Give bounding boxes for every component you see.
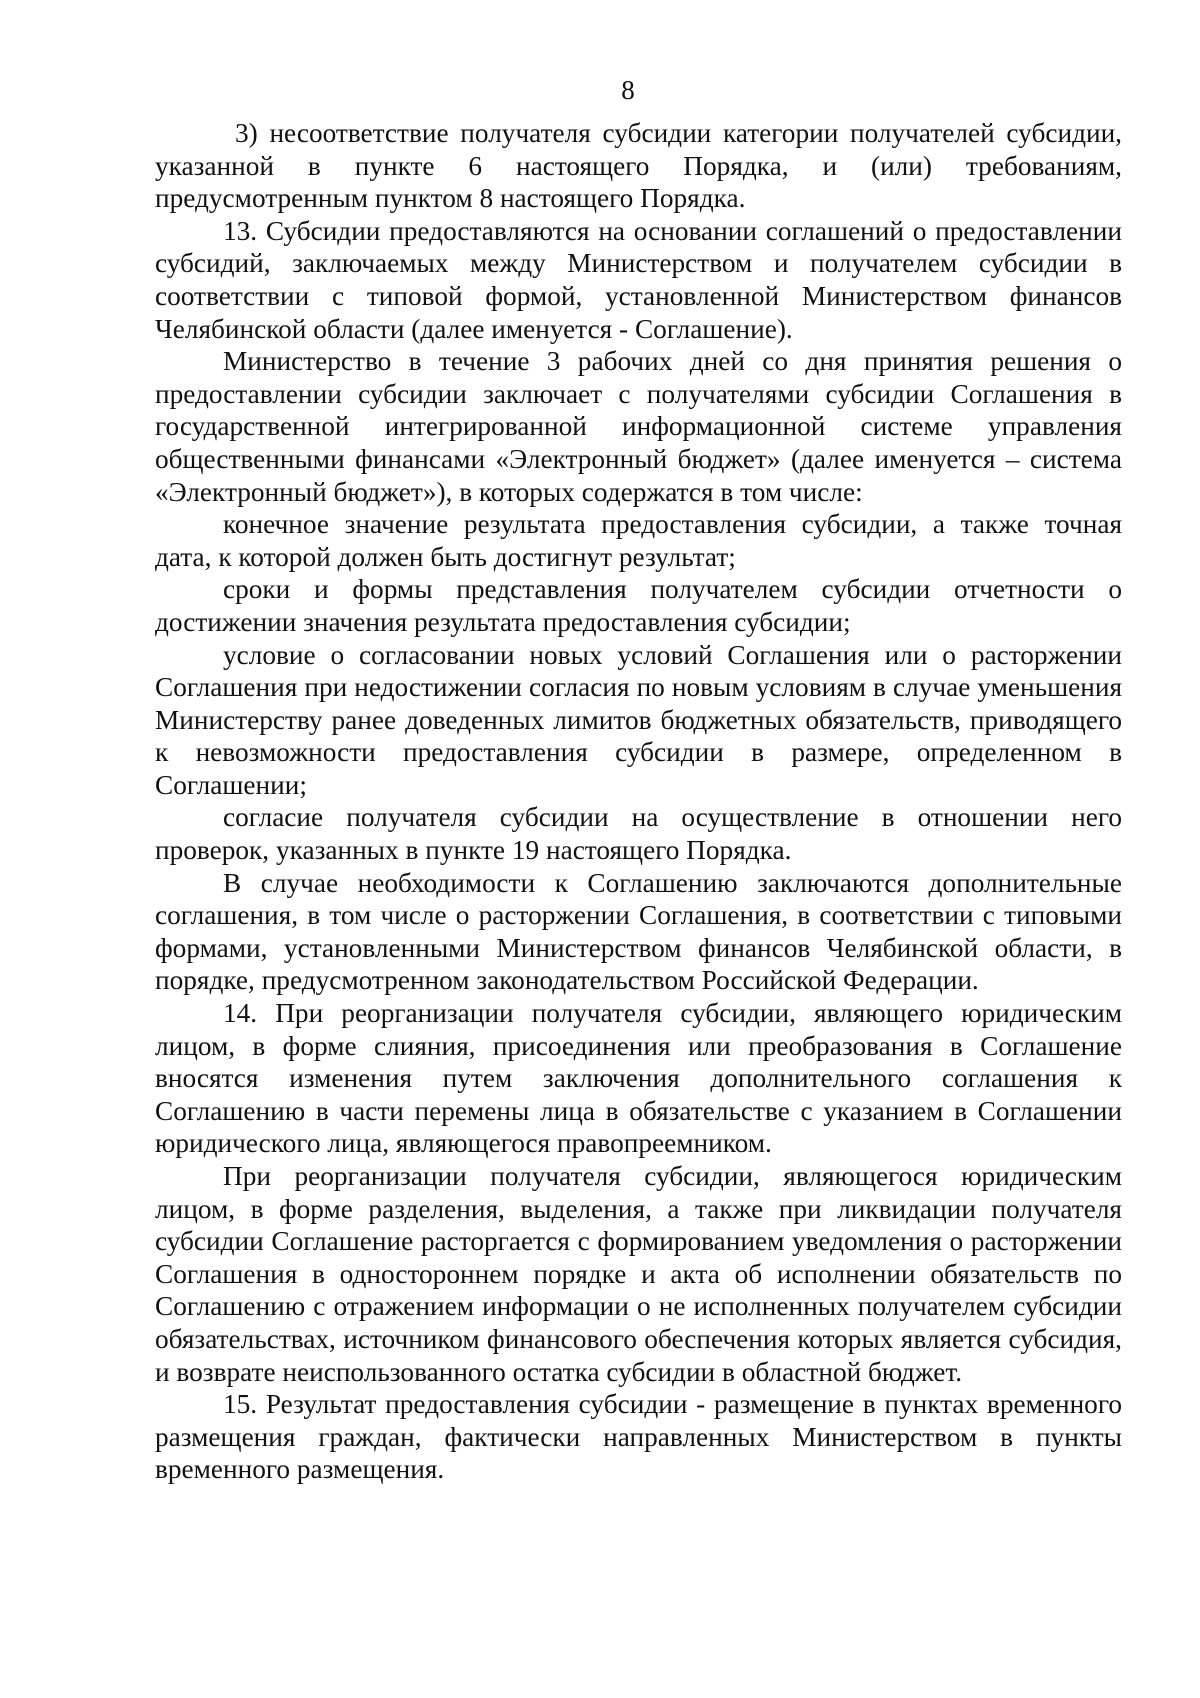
paragraph-clause-15: 15. Результат предоставления субсидии - размещение в пунктах временного размещения граждан, фактически направленных Министерством в пункты временного размещения. <box>155 1389 1122 1485</box>
page-number: 8 <box>621 75 635 105</box>
paragraph-clause-14: 14. При реорганизации получателя субсидии, являющего юридическим лицом, в форме слияния, присоединения или преобразования в Соглашение вносятся изменения путем заключения дополнительного соглашения к Соглашению в части перемены лица в обязательстве с указанием в Соглашении юридического лица, являющегося правопреемником. <box>155 998 1122 1159</box>
document-body <box>155 117 1122 1486</box>
paragraph-additional-agreements: В случае необходимости к Соглашению заключаются дополнительные соглашения, в том числе о расторжении Соглашения, в соответствии с типовыми формами, установленными Министерством финансов Челябинской области, в порядке, предусмотренном законодательством Российской Федерации. <box>155 867 1122 996</box>
paragraph-clause-13: 13. Субсидии предоставляются на основании соглашений о предоставлении субсидий, заключаемых между Министерством и получателем субсидии в соответствии с типовой формой, установленной Министерством финансов Челябинской области (далее именуется - Соглашение). <box>155 215 1122 344</box>
paragraph-new-conditions: условие о согласовании новых условий Соглашения или о расторжении Соглашения при недостижении согласия по новым условиям в случае уменьшения Министерству ранее доведенных лимитов бюджетных обязательств, приводящего к невозможности предоставления субсидии в размере, определенном в Соглашении; <box>155 639 1122 800</box>
paragraph-reporting-terms: сроки и формы представления получателем субсидии отчетности о достижении значения результата предоставления субсидии; <box>155 574 1122 637</box>
paragraph-inspection-consent: согласие получателя субсидии на осуществление в отношении него проверок, указанных в пункте 19 настоящего Порядка. <box>155 802 1122 866</box>
paragraph-final-value: конечное значение результата предоставления субсидии, а также точная дата, к которой должен быть достигнут результат; <box>155 509 1122 572</box>
paragraph-reorganization-termination: При реорганизации получателя субсидии, являющегося юридическим лицом, в форме разделения, выделения, а также при ликвидации получателя субсидии Соглашение расторгается с формированием уведомления о расторжении Соглашения в одностороннем порядке и акта об исполнении обязательств по Соглашению с отражением информации о не исполненных получателем субсидии обязательствах, источником финансового обеспечения которых является субсидия, и возврате неиспользованного остатка субсидии в областной бюджет. <box>155 1161 1122 1387</box>
paragraph-item-3: 3) несоответствие получателя субсидии категории получателей субсидии, указанной в пункте 6 настоящего Порядка, и (или) требованиям, предусмотренным пунктом 8 настоящего Порядка. <box>155 118 1122 214</box>
paragraph-ministry-agreement: Министерство в течение 3 рабочих дней со дня принятия решения о предоставлении субсидии заключает с получателями субсидии Соглашения в государственной интегрированной информационной системе управления общественными финансами «Электронный бюджет» (далее именуется – система «Электронный бюджет»), в которых содержатся в том числе: <box>155 346 1122 507</box>
